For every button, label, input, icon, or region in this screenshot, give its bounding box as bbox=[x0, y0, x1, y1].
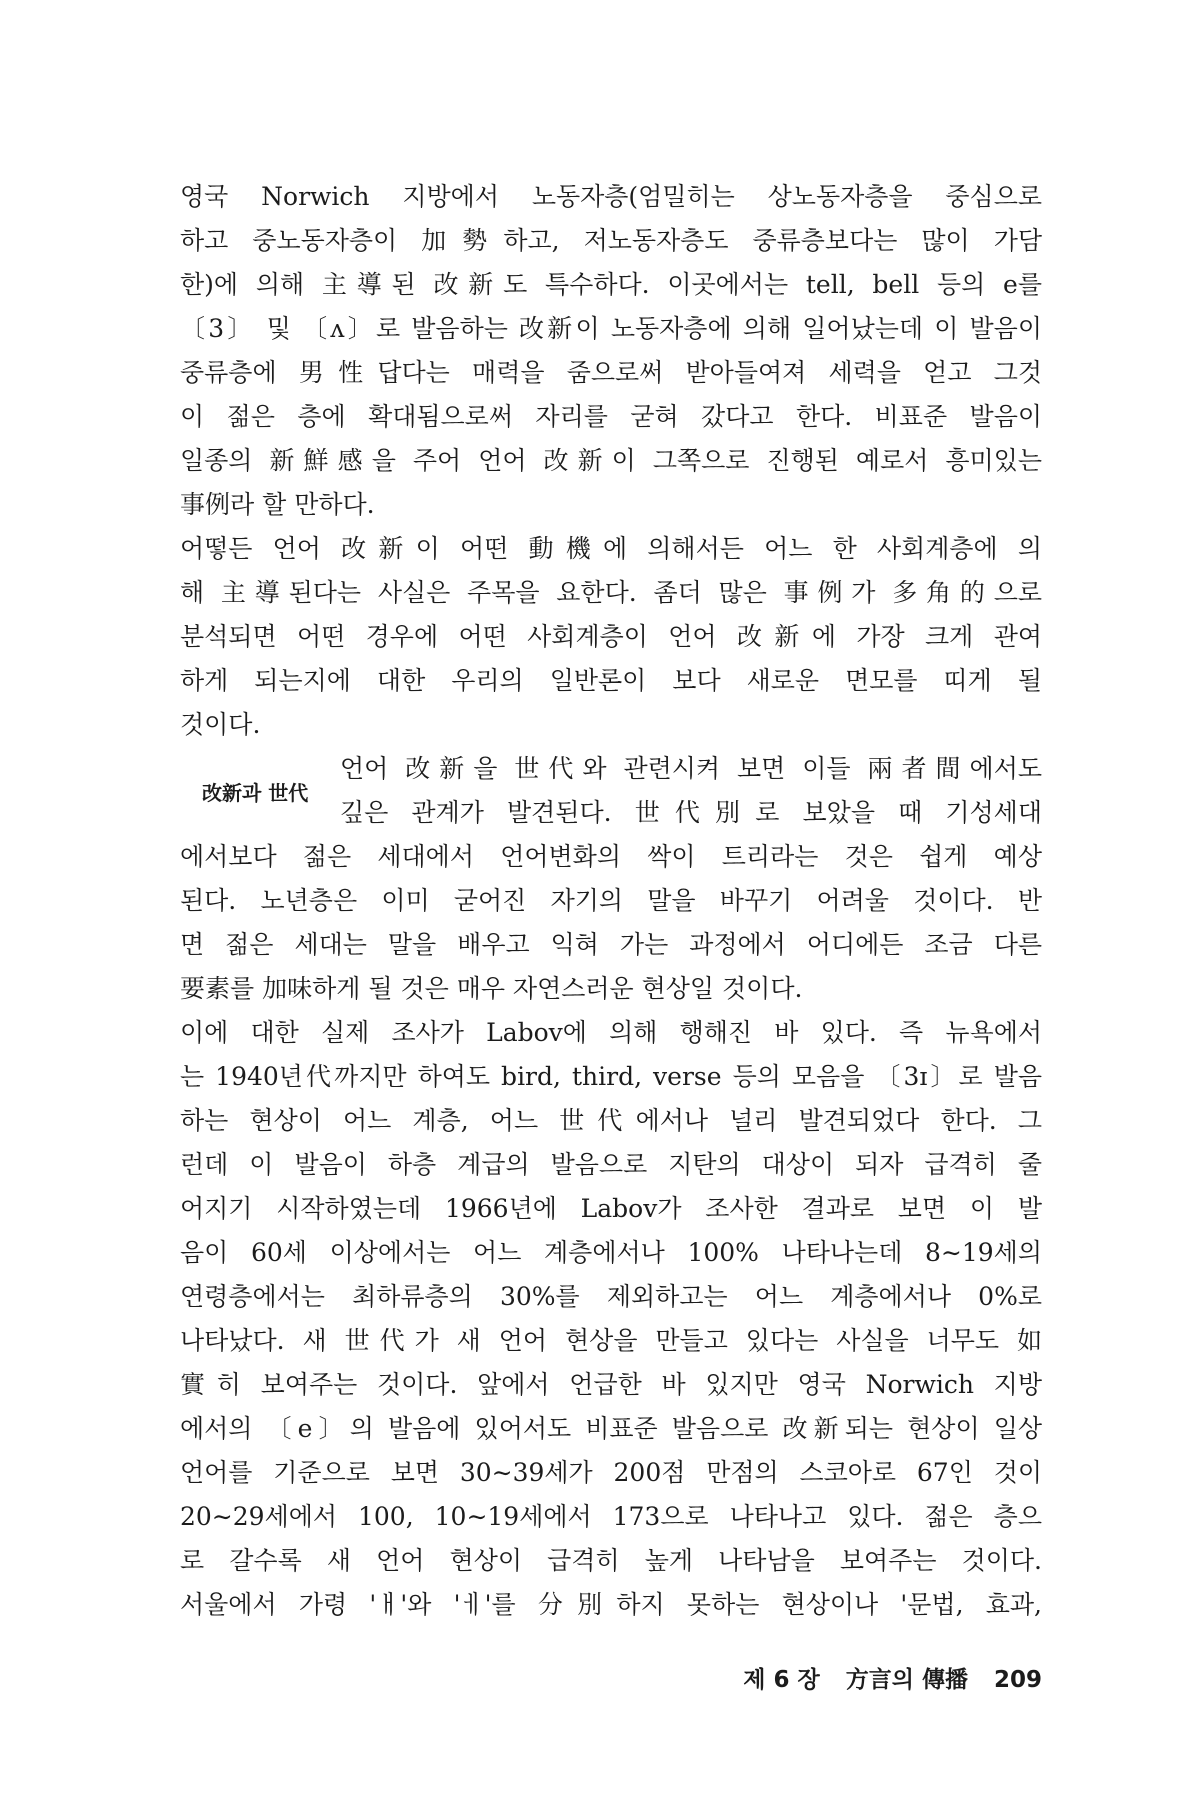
text-line: 어떻든 언어 改新이 어떤 動機에 의해서든 어느 한 사회계층에 의 bbox=[180, 534, 1042, 563]
text-line: 하게 되는지에 대한 우리의 일반론이 보다 새로운 면모를 띠게 될 bbox=[180, 666, 1042, 695]
paragraph-4 bbox=[180, 1011, 1042, 1627]
text-line: 서울에서 가령 'ㅐ'와 'ㅔ'를 分別하지 못하는 현상이나 '문법, 효과, bbox=[180, 1590, 1042, 1619]
text-line: 하고 중노동자층이 加勢하고, 저노동자층도 중류층보다는 많이 가담 bbox=[180, 226, 1042, 255]
text-line: 면 젊은 세대는 말을 배우고 익혀 가는 과정에서 어디에든 조금 다른 bbox=[180, 930, 1042, 959]
text-line: 연령층에서는 최하류층의 30%를 제외하고는 어느 계층에서나 0%로 bbox=[180, 1282, 1042, 1311]
paragraph-2 bbox=[180, 527, 1042, 747]
chapter-title: 方言의 傳播 bbox=[845, 1667, 968, 1693]
side-heading-lines bbox=[330, 747, 1042, 835]
section-start bbox=[180, 747, 1042, 835]
text-line: 분석되면 어떤 경우에 어떤 사회계층이 언어 改新에 가장 크게 관여 bbox=[180, 622, 1042, 651]
text-line: 깊은 관계가 발견된다. 世代別로 보았을 때 기성세대 bbox=[340, 798, 1042, 827]
text-line: 事例라 할 만하다. bbox=[180, 490, 375, 519]
text-line: 에서보다 젊은 세대에서 언어변화의 싹이 트리라는 것은 쉽게 예상 bbox=[180, 842, 1042, 871]
page-number: 209 bbox=[993, 1667, 1042, 1693]
text-line: 實히 보여주는 것이다. 앞에서 언급한 바 있지만 영국 Norwich 지방 bbox=[180, 1370, 1042, 1399]
text-line: 어지기 시작하였는데 1966년에 Labov가 조사한 결과로 보면 이 발 bbox=[180, 1194, 1042, 1223]
paragraph-1 bbox=[180, 175, 1042, 527]
text-line: 이 젊은 층에 확대됨으로써 자리를 굳혀 갔다고 한다. 비표준 발음이 bbox=[180, 402, 1042, 431]
body-text bbox=[180, 175, 1042, 1627]
text-line: 된다. 노년층은 이미 굳어진 자기의 말을 바꾸기 어려울 것이다. 반 bbox=[180, 886, 1042, 915]
text-line: 이에 대한 실제 조사가 Labov에 의해 행해진 바 있다. 즉 뉴욕에서 bbox=[180, 1018, 1042, 1047]
chapter-label: 제 6 장 bbox=[743, 1667, 820, 1693]
text-line: 음이 60세 이상에서는 어느 계층에서나 100% 나타나는데 8∼19세의 bbox=[180, 1238, 1042, 1267]
running-footer bbox=[700, 1662, 1042, 1698]
text-line: 일종의 新鮮感을 주어 언어 改新이 그쪽으로 진행된 예로서 흥미있는 bbox=[180, 446, 1042, 475]
text-line: 로 갈수록 새 언어 현상이 급격히 높게 나타남을 보여주는 것이다. bbox=[180, 1546, 1042, 1575]
text-line: 하는 현상이 어느 계층, 어느 世代에서나 널리 발견되었다 한다. 그 bbox=[180, 1106, 1042, 1135]
text-line: 언어를 기준으로 보면 30∼39세가 200점 만점의 스코아로 67인 것이 bbox=[180, 1458, 1042, 1487]
text-line: 는 1940년代까지만 하여도 bird, third, verse 등의 모음을 〔3ɪ〕로 발음 bbox=[180, 1062, 1042, 1091]
text-line: 영국 Norwich 지방에서 노동자층(엄밀히는 상노동자층을 중심으로 bbox=[180, 182, 1042, 211]
side-heading: 改新과 世代 bbox=[202, 780, 309, 805]
text-line: 해 主導된다는 사실은 주목을 요한다. 좀더 많은 事例가 多角的으로 bbox=[180, 578, 1042, 607]
text-line: 나타났다. 새 世代가 새 언어 현상을 만들고 있다는 사실을 너무도 如 bbox=[180, 1326, 1042, 1355]
text-line: 〔3〕 및 〔ʌ〕로 발음하는 改新이 노동자층에 의해 일어났는데 이 발음이 bbox=[180, 314, 1042, 343]
text-line: 에서의 〔e〕의 발음에 있어서도 비표준 발음으로 改新되는 현상이 일상 bbox=[180, 1414, 1042, 1443]
text-line: 런데 이 발음이 하층 계급의 발음으로 지탄의 대상이 되자 급격히 줄 bbox=[180, 1150, 1042, 1179]
paragraph-3 bbox=[180, 835, 1042, 1011]
text-line: 要素를 加味하게 될 것은 매우 자연스러운 현상일 것이다. bbox=[180, 974, 803, 1003]
text-line: 20∼29세에서 100, 10∼19세에서 173으로 나타나고 있다. 젊은 층으 bbox=[180, 1502, 1042, 1531]
text-line: 언어 改新을 世代와 관련시켜 보면 이들 兩者間에서도 bbox=[340, 754, 1042, 783]
text-line: 한)에 의해 主導된 改新도 특수하다. 이곳에서는 tell, bell 등의 e를 bbox=[180, 270, 1042, 299]
text-line: 중류층에 男性답다는 매력을 줌으로써 받아들여져 세력을 얻고 그것 bbox=[180, 358, 1042, 387]
text-line: 것이다. bbox=[180, 710, 261, 739]
